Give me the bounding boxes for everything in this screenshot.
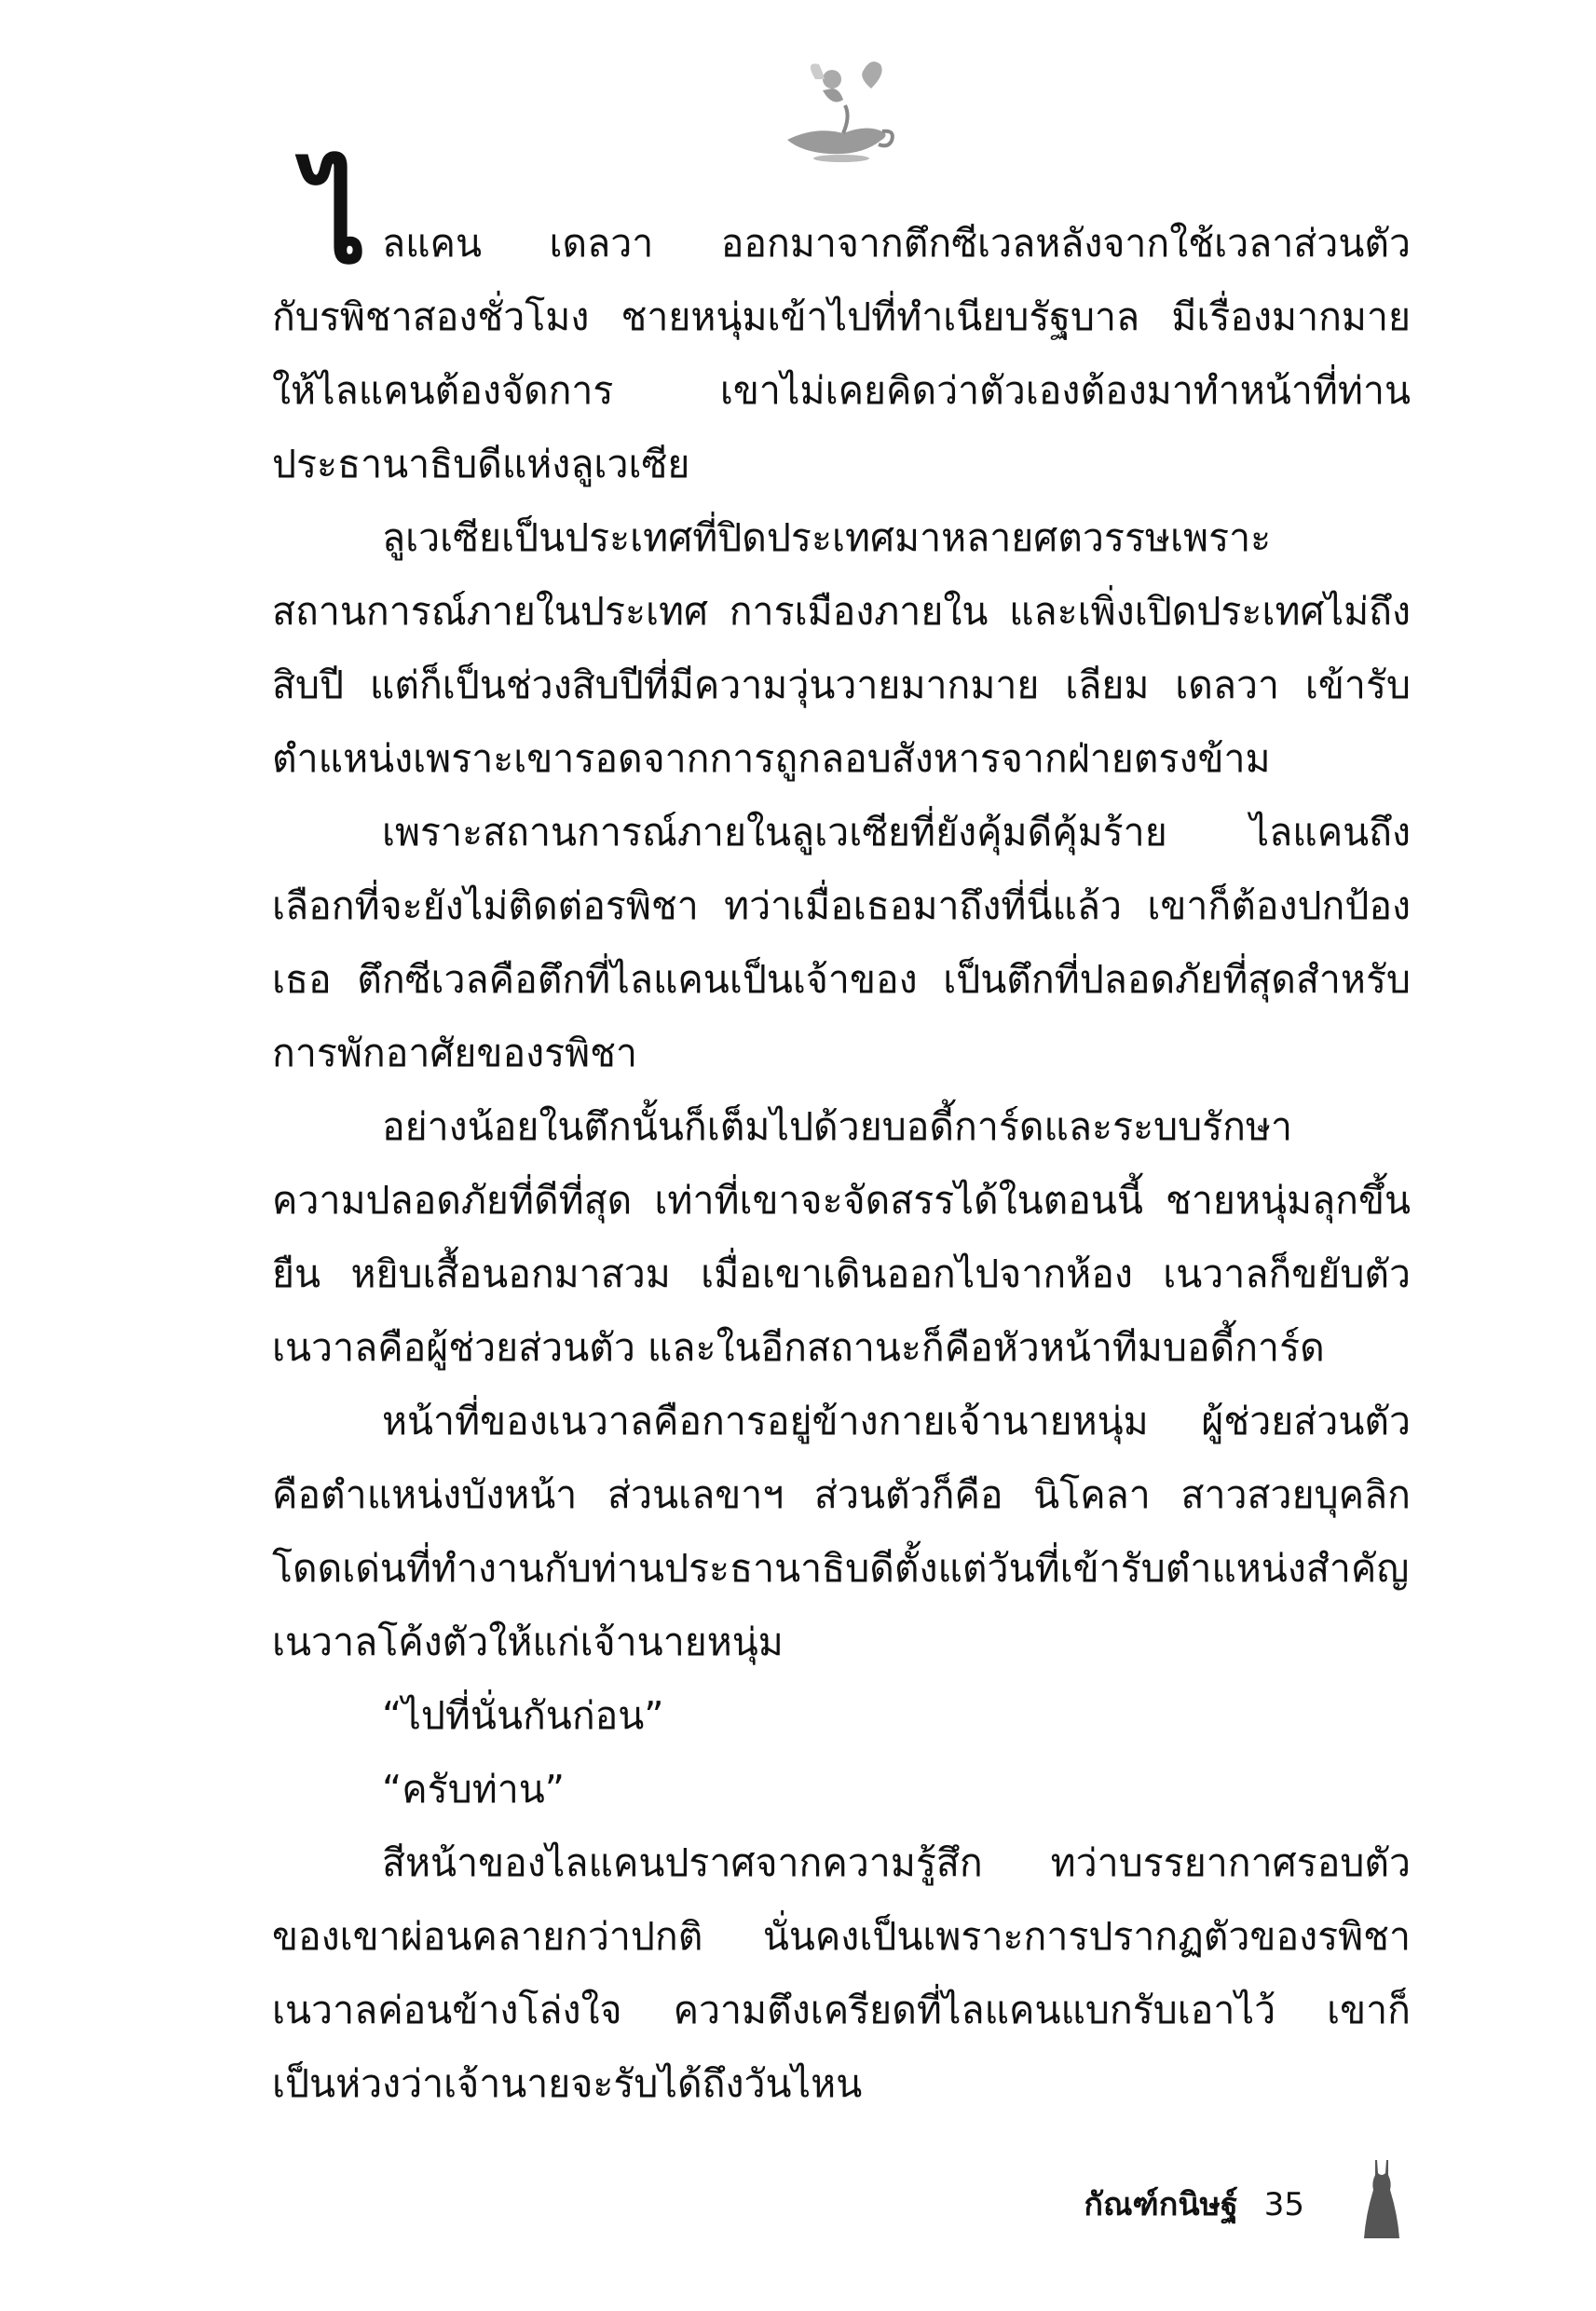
text-line: ให้ไลแคนต้องจัดการ เขาไม่เคยคิดว่าตัวเองต้องมาทำหน้าที่ท่าน bbox=[272, 368, 1411, 413]
dialogue-line: “ครับท่าน” bbox=[382, 1767, 566, 1812]
text-line: ความปลอดภัยที่ดีที่สุด เท่าที่เขาจะจัดสรรได้ในตอนนี้ ชายหนุ่มลุกขึ้น bbox=[272, 1178, 1411, 1223]
text-line: คือตำแหน่งบังหน้า ส่วนเลขาฯ ส่วนตัวก็คือ นิโคลา สาวสวยบุคลิก bbox=[272, 1472, 1411, 1517]
text-line: สีหน้าของไลแคนปราศจากความรู้สึก ทว่าบรรยากาศรอบตัว bbox=[382, 1840, 1411, 1885]
text-line: ลูเวเซียเป็นประเทศที่ปิดประเทศมาหลายศตวรรษเพราะ bbox=[382, 515, 1272, 560]
body-text bbox=[272, 148, 1411, 2121]
cupid-teapot-ornament-icon bbox=[778, 51, 899, 163]
text-line: การพักอาศัยของรพิชา bbox=[272, 1031, 637, 1075]
text-line: หน้าที่ของเนวาลคือการอยู่ข้างกายเจ้านายหนุ่ม ผู้ช่วยส่วนตัว bbox=[382, 1399, 1411, 1443]
text-line: ประธานาธิบดีแห่งลูเวเซีย bbox=[272, 442, 690, 486]
text-line: เนวาลคือผู้ช่วยส่วนตัว และในอีกสถานะก็คือหัวหน้าทีมบอดี้การ์ด bbox=[272, 1325, 1325, 1370]
page-number: 35 bbox=[1263, 2186, 1304, 2223]
dress-icon bbox=[1362, 2158, 1401, 2240]
page-footer bbox=[1025, 2179, 1304, 2229]
text-line: อย่างน้อยในตึกนั้นก็เต็มไปด้วยบอดี้การ์ดและระบบรักษา bbox=[382, 1104, 1293, 1149]
book-title: กัณฑ์กนิษฐ์ bbox=[1084, 2186, 1238, 2223]
text-line: กับรพิชาสองชั่วโมง ชายหนุ่มเข้าไปที่ทำเนียบรัฐบาล มีเรื่องมากมาย bbox=[272, 294, 1411, 339]
text-line: สถานการณ์ภายในประเทศ การเมืองภายใน และเพิ่งเปิดประเทศไม่ถึง bbox=[272, 589, 1411, 634]
text-line: เนวาลค่อนข้างโล่งใจ ความตึงเครียดที่ไลแคนแบกรับเอาไว้ เขาก็ bbox=[272, 1988, 1411, 2032]
text-line: เพราะสถานการณ์ภายในลูเวเซียที่ยังคุ้มดีคุ้มร้าย ไลแคนถึง bbox=[382, 810, 1411, 855]
text-line-content: ลแคน เดลวา ออกมาจากตึกซีเวลหลังจากใช้เวลาส่วนตัว bbox=[382, 221, 1411, 266]
text-line: ยืน หยิบเสื้อนอกมาสวม เมื่อเขาเดินออกไปจากห้อง เนวาลก็ขยับตัว bbox=[272, 1251, 1411, 1296]
text-line: เลือกที่จะยังไม่ติดต่อรพิชา ทว่าเมื่อเธอมาถึงที่นี่แล้ว เขาก็ต้องปกป้อง bbox=[272, 883, 1411, 928]
text-line: ตำแหน่งเพราะเขารอดจากการถูกลอบสังหารจากฝ่ายตรงข้าม bbox=[272, 736, 1271, 781]
text-line: เนวาลโค้งตัวให้แก่เจ้านายหนุ่ม bbox=[272, 1620, 784, 1664]
text-line: สิบปี แต่ก็เป็นช่วงสิบปีที่มีความวุ่นวายมากมาย เลียม เดลวา เข้ารับ bbox=[272, 663, 1411, 707]
text-line: ของเขาผ่อนคลายกว่าปกติ นั่นคงเป็นเพราะการปรากฏตัวของรพิชา bbox=[272, 1914, 1411, 1959]
dialogue-line: “ไปที่นั่นกันก่อน” bbox=[382, 1693, 664, 1738]
drop-cap: ไ bbox=[306, 148, 367, 291]
text-line bbox=[272, 148, 1411, 291]
text-line: เป็นห่วงว่าเจ้านายจะรับได้ถึงวันไหน bbox=[272, 2061, 863, 2106]
text-line: เธอ ตึกซีเวลคือตึกที่ไลแคนเป็นเจ้าของ เป็นตึกที่ปลอดภัยที่สุดสำหรับ bbox=[272, 957, 1411, 1002]
text-line: โดดเด่นที่ทำงานกับท่านประธานาธิบดีตั้งแต่วันที่เข้ารับตำแหน่งสำคัญ bbox=[272, 1546, 1410, 1591]
